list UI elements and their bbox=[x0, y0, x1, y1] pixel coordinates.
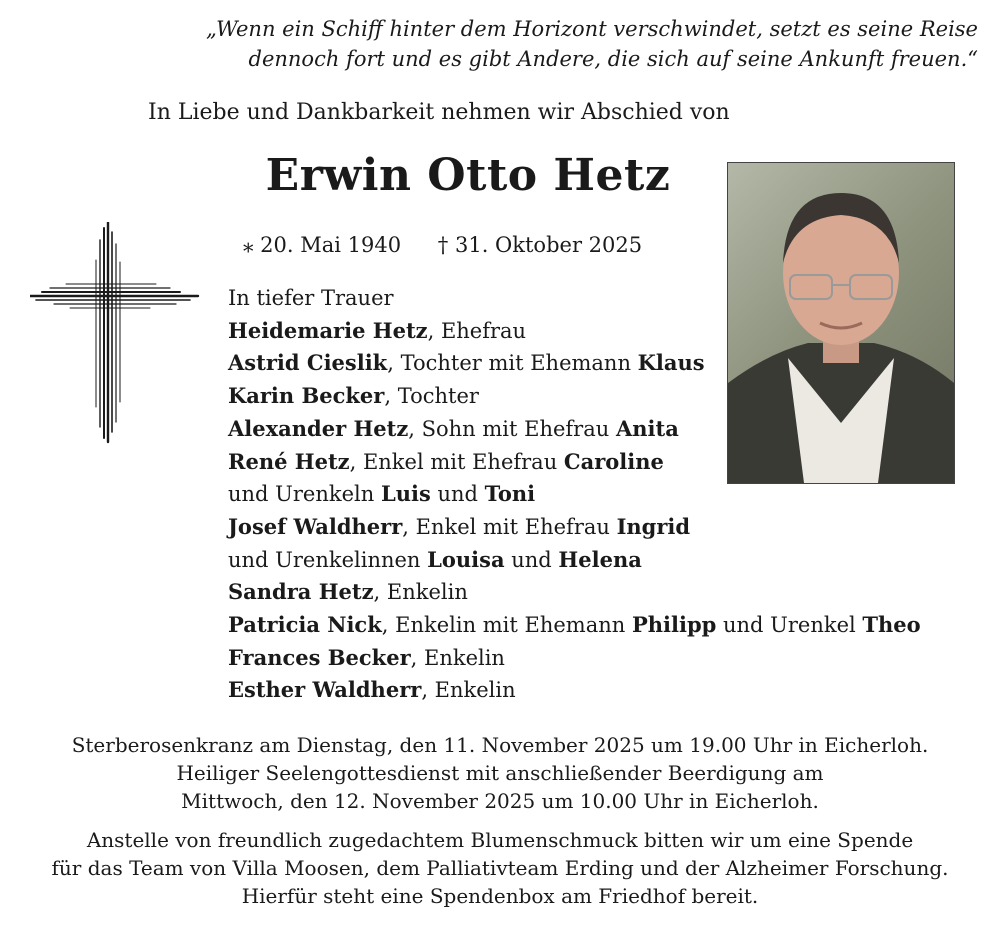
mourner-relation: , Enkelin bbox=[373, 580, 468, 605]
mourner-row bbox=[228, 576, 921, 609]
mourners-section bbox=[228, 282, 921, 707]
mourner-name: Anita bbox=[615, 415, 679, 441]
mourner-relation: , Tochter bbox=[384, 384, 479, 409]
quote-line-2: dennoch fort und es gibt Andere, die sich auf seine Ankunft freuen.“ bbox=[248, 47, 978, 71]
mourner-name: Alexander Hetz bbox=[228, 415, 409, 441]
mourner-name: Karin Becker bbox=[228, 383, 385, 409]
mourner-list bbox=[228, 315, 921, 707]
mourner-name: Caroline bbox=[563, 448, 664, 474]
mourner-relation: , Enkel mit Ehefrau bbox=[349, 449, 564, 474]
donation-line-3: Hierfür steht eine Spendenbox am Friedhof bereit. bbox=[241, 884, 759, 908]
mourner-name: Philipp bbox=[631, 612, 717, 638]
mourner-row bbox=[228, 674, 921, 707]
intro-text: In Liebe und Dankbarkeit nehmen wir Abschied von bbox=[148, 100, 730, 125]
mourner-relation: , Ehefrau bbox=[427, 318, 527, 343]
mourner-name: Louisa bbox=[427, 546, 505, 572]
mourner-row bbox=[228, 413, 921, 446]
mourner-name: Heidemarie Hetz bbox=[228, 317, 428, 343]
mourner-name: Astrid Cieslik bbox=[228, 350, 388, 376]
service-info bbox=[0, 731, 1000, 815]
deceased-name: Erwin Otto Hetz bbox=[265, 150, 671, 201]
mourner-row bbox=[228, 315, 921, 348]
birth-date: ⁎ 20. Mai 1940 bbox=[243, 233, 402, 257]
mourner-name: Frances Becker bbox=[228, 644, 411, 670]
cross-icon bbox=[30, 222, 200, 444]
mourner-relation: und Urenkeln bbox=[228, 482, 381, 507]
mourner-row bbox=[228, 642, 921, 675]
mourner-name: René Hetz bbox=[228, 448, 350, 474]
quote bbox=[78, 14, 978, 74]
mourner-name: Toni bbox=[484, 481, 536, 507]
mourner-name: Klaus bbox=[637, 350, 705, 376]
mourner-relation: , Sohn mit Ehefrau bbox=[408, 416, 616, 441]
mourner-relation: , Enkelin bbox=[421, 678, 516, 703]
mourner-name: Patricia Nick bbox=[228, 612, 382, 638]
mourner-row bbox=[228, 478, 921, 511]
mourner-row bbox=[228, 446, 921, 479]
mourner-row bbox=[228, 609, 921, 642]
mourner-name: Theo bbox=[862, 612, 921, 638]
mourner-name: Josef Waldherr bbox=[228, 513, 403, 539]
mourner-row bbox=[228, 347, 921, 380]
mourning-heading: In tiefer Trauer bbox=[228, 286, 394, 310]
mourner-relation: , Enkelin bbox=[410, 645, 505, 670]
mourner-name: Helena bbox=[558, 546, 642, 572]
mourner-name: Ingrid bbox=[616, 513, 691, 539]
service-line-2: Heiliger Seelengottesdienst mit anschließender Beerdigung am bbox=[176, 761, 824, 785]
mourner-relation: und Urenkelinnen bbox=[228, 547, 428, 572]
mourner-relation: und bbox=[430, 482, 485, 507]
mourner-name: Esther Waldherr bbox=[228, 677, 422, 703]
quote-line-1: „Wenn ein Schiff hinter dem Horizont verschwindet, setzt es seine Reise bbox=[206, 17, 978, 41]
donation-line-2: für das Team von Villa Moosen, dem Palliativteam Erding und der Alzheimer Forschung. bbox=[51, 856, 949, 880]
mourner-row bbox=[228, 544, 921, 577]
mourner-name: Sandra Hetz bbox=[228, 579, 374, 605]
death-date: † 31. Oktober 2025 bbox=[437, 233, 643, 257]
donation-info bbox=[0, 826, 1000, 910]
mourner-relation: , Enkel mit Ehefrau bbox=[402, 514, 617, 539]
mourner-relation: , Enkelin mit Ehemann bbox=[381, 613, 632, 638]
life-dates bbox=[243, 233, 642, 257]
donation-line-1: Anstelle von freundlich zugedachtem Blumenschmuck bitten wir um eine Spende bbox=[86, 828, 914, 852]
service-line-1: Sterberosenkranz am Dienstag, den 11. November 2025 um 19.00 Uhr in Eicherloh. bbox=[71, 733, 929, 757]
mourner-relation: und Urenkel bbox=[716, 613, 863, 638]
mourner-name: Luis bbox=[380, 481, 431, 507]
service-line-3: Mittwoch, den 12. November 2025 um 10.00 Uhr in Eicherloh. bbox=[181, 789, 819, 813]
mourner-relation: , Tochter mit Ehemann bbox=[387, 351, 638, 376]
mourner-row bbox=[228, 380, 921, 413]
mourner-relation: und bbox=[504, 547, 559, 572]
mourner-row bbox=[228, 511, 921, 544]
